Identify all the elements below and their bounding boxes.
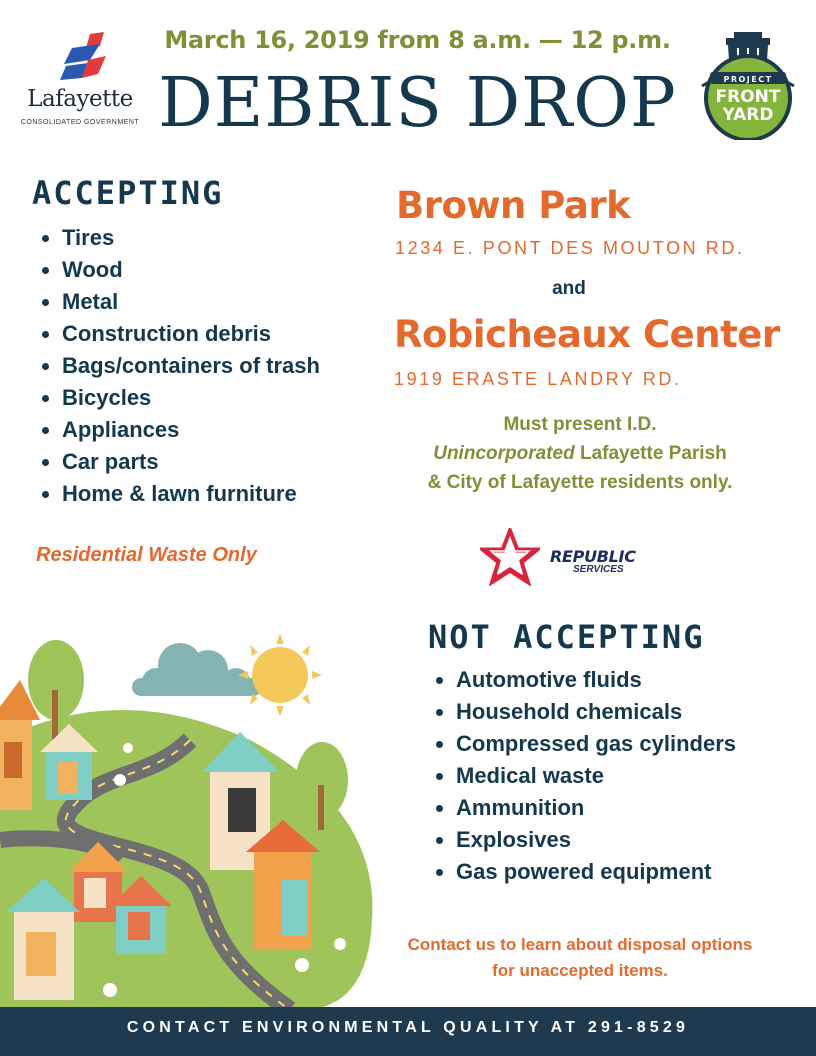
neighborhood-illustration: [0, 620, 400, 1010]
eligibility-notice: [380, 410, 780, 497]
list-item: • Explosives: [456, 824, 776, 856]
parish-text: Lafayette Parish: [574, 443, 727, 464]
trash-can-logo-icon: [696, 28, 800, 140]
list-item: • Metal: [62, 286, 402, 318]
lafayette-logo-icon: [20, 28, 145, 133]
list-item: • Construction debris: [62, 318, 402, 350]
lafayette-logo-subtitle: CONSOLIDATED GOVERNMENT: [20, 119, 140, 126]
location-1-name: Brown Park: [396, 184, 631, 227]
accepting-list: [34, 222, 402, 510]
not-accepting-heading: NOT ACCEPTING: [428, 618, 705, 656]
eligibility-line-2: [380, 439, 780, 468]
list-item: • Medical waste: [456, 760, 776, 792]
cloud-icon: [132, 643, 262, 696]
list-item: • Bicycles: [62, 382, 402, 414]
list-item: • Car parts: [62, 446, 402, 478]
republic-logo-subtitle: SERVICES: [573, 564, 624, 575]
eligibility-line-1: Must present I.D.: [503, 414, 657, 435]
page-title: DEBRIS DROP: [158, 64, 677, 143]
list-item: • Household chemicals: [456, 696, 776, 728]
footer-contact-text: CONTACT ENVIRONMENTAL QUALITY AT 291-8529: [126, 1019, 690, 1036]
list-item: • Gas powered equipment: [456, 856, 776, 888]
accepting-heading: ACCEPTING: [32, 174, 224, 212]
list-item: • Ammunition: [456, 792, 776, 824]
list-item: • Home & lawn furniture: [62, 478, 402, 510]
list-item: • Bags/containers of trash: [62, 350, 402, 382]
residential-note: Residential Waste Only: [36, 544, 257, 566]
eligibility-line-3: & City of Lafayette residents only.: [427, 472, 733, 493]
list-item: • Wood: [62, 254, 402, 286]
unincorporated-text: Unincorporated: [433, 443, 575, 464]
list-item: • Appliances: [62, 414, 402, 446]
list-item: • Automotive fluids: [456, 664, 776, 696]
front-label: FRONT: [715, 87, 781, 107]
location-2-name: Robicheaux Center: [394, 313, 780, 356]
sun-icon: [238, 634, 322, 716]
not-accepting-list: [428, 664, 776, 888]
event-date: March 16, 2019 from 8 a.m. — 12 p.m.: [164, 26, 671, 54]
yard-label: YARD: [722, 105, 774, 125]
location-joiner: and: [552, 278, 586, 299]
republic-logo-text: REPUBLIC: [550, 547, 636, 566]
lafayette-logo-text: Lafayette: [27, 86, 133, 112]
location-1-address: 1234 E. PONT DES MOUTON RD.: [395, 238, 745, 258]
project-label: PROJECT: [723, 75, 773, 84]
list-item: • Compressed gas cylinders: [456, 728, 776, 760]
list-item: • Tires: [62, 222, 402, 254]
disposal-contact-note: Contact us to learn about disposal options for unaccepted items.: [407, 935, 753, 980]
republic-star-logo-icon: [480, 528, 540, 586]
location-2-address: 1919 ERASTE LANDRY RD.: [394, 369, 682, 389]
